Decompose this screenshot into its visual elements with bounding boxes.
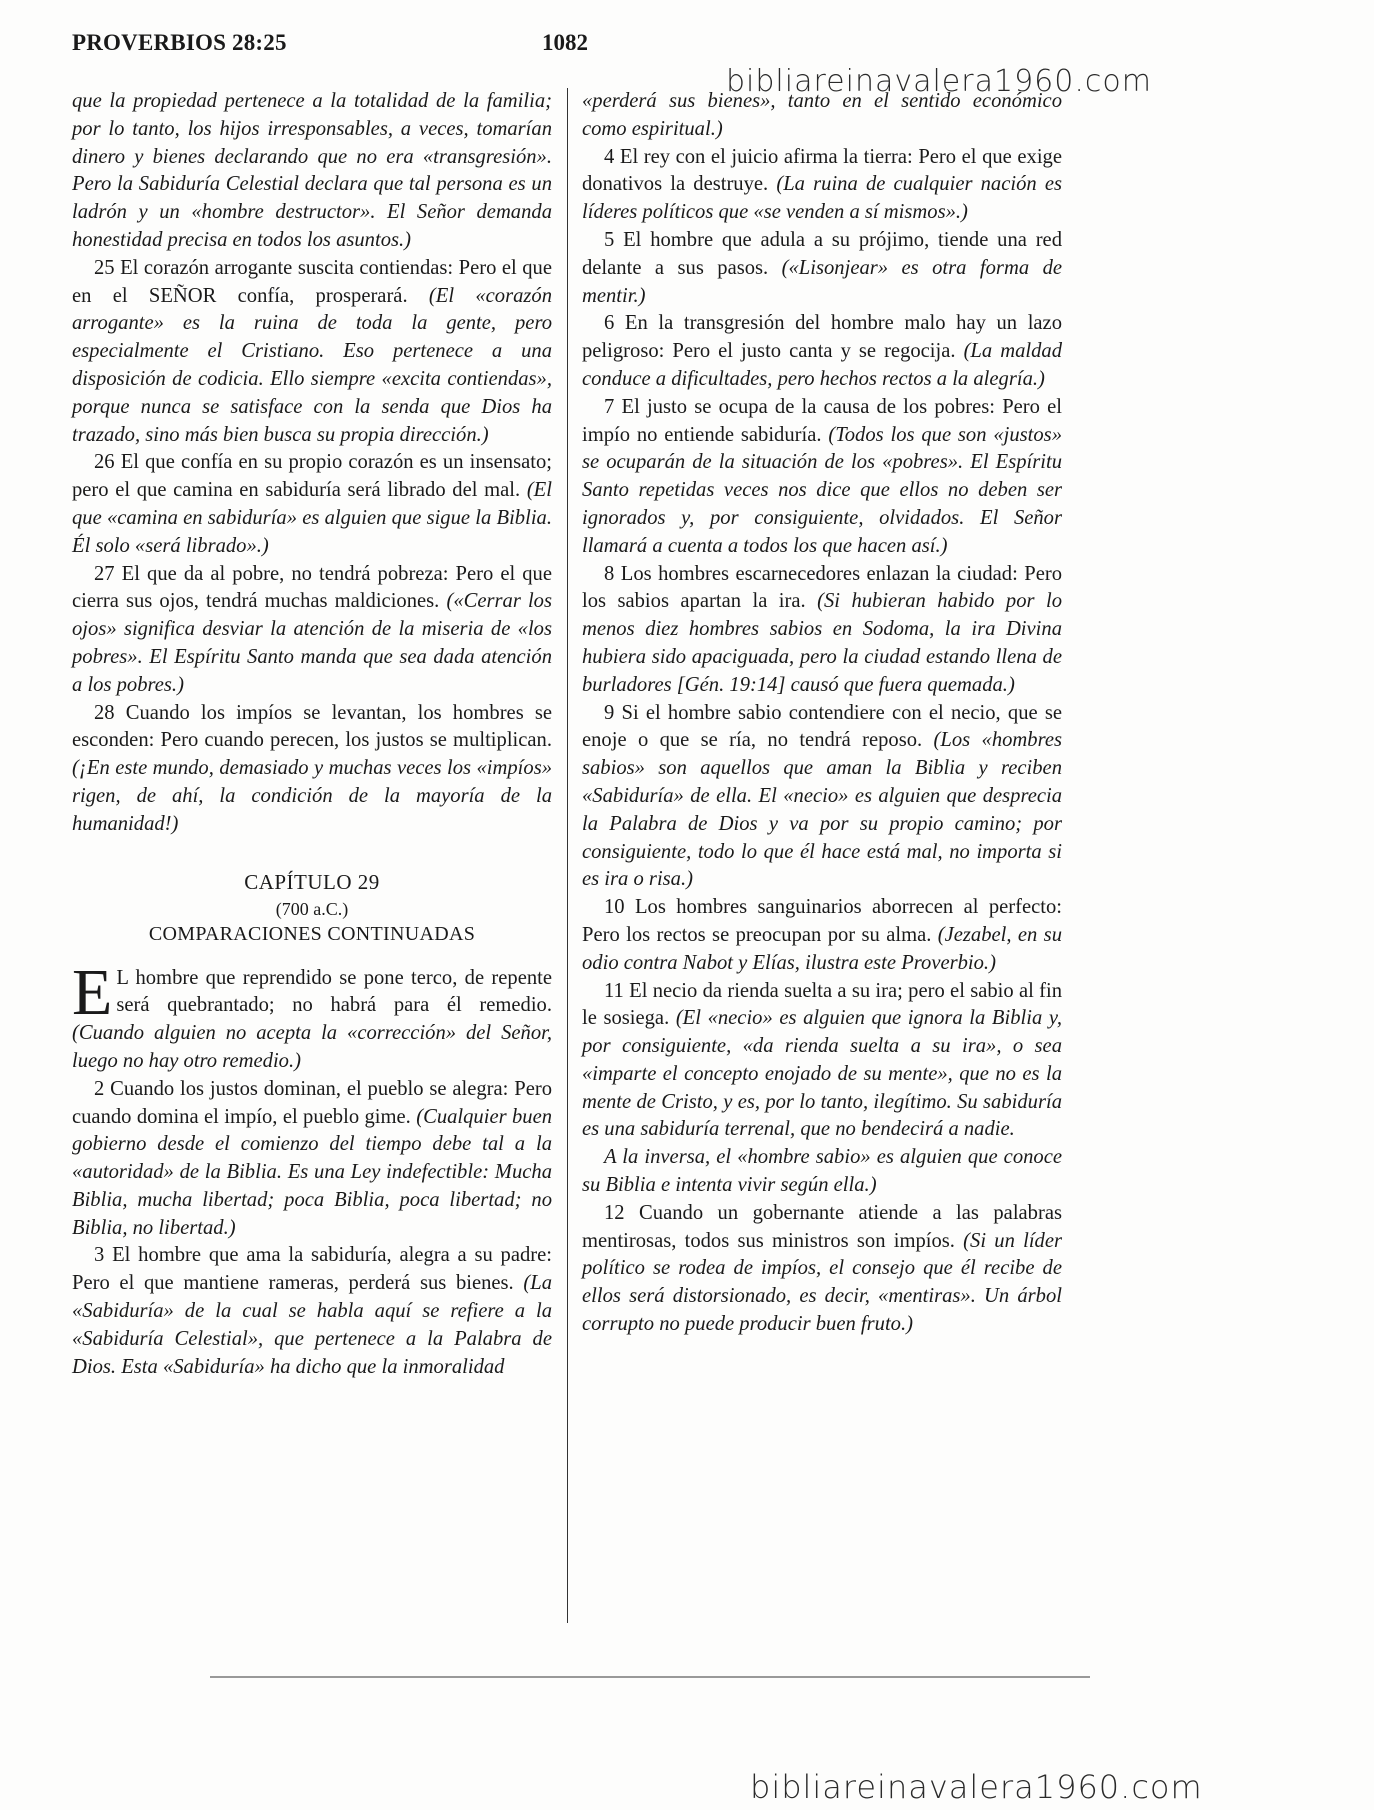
verse-text: L hombre que reprendido se pone terco, de repente será quebrantado; no habrá para él remedio. xyxy=(116,966,552,1017)
verse-paragraph xyxy=(72,88,552,255)
verse-paragraph xyxy=(582,88,1062,144)
commentary-note: (El «corazón arrogante» es la ruina de toda la gente, pero especialmente el Cristiano. Eso pertenece a una disposición de codicia. Ello siempre «excita contiendas», porque nunca se satisface con la senda que Dios ha trazado, sino más bien busca su propia dirección.) xyxy=(72,284,553,446)
commentary-note: (Todos los que son «justos» se ocuparán de la situación de los «pobres». El Espíritu Santo repetidas veces nos dice que ellos no deben ser ignorados y, por consiguiente, olvidados. El Señor llamará a cuenta a todos los que hacen así.) xyxy=(582,423,1062,557)
verse-paragraph xyxy=(582,394,1062,561)
verse-paragraph xyxy=(582,227,1062,310)
verse-text: 2 Cuando los justos dominan, el pueblo se alegra: Pero cuando domina el impío, el pueblo gime. xyxy=(72,1077,552,1128)
commentary-note: (Si un líder político se rodea de impíos, el consejo que él recibe de ellos será distorsionado, es decir, «mentiras». Un árbol corrupto no puede producir buen fruto.) xyxy=(582,1229,1062,1336)
verse-text: 28 Cuando los impíos se levantan, los hombres se esconden: Pero cuando perecen, los justos se multiplican. xyxy=(72,701,552,752)
verse-text: 7 El justo se ocupa de la causa de los pobres: Pero el impío no entiende sabiduría. xyxy=(582,395,1062,446)
commentary-note: (La ruina de cualquier nación es líderes políticos que «se venden a sí mismos».) xyxy=(582,173,1063,224)
verse-paragraph xyxy=(72,955,552,1076)
verse-text: 5 El hombre que adula a su prójimo, tiende una red delante a sus pasos. xyxy=(582,228,1062,279)
commentary-note: (Si hubieran habido por lo menos diez hombres sabios en Sodoma, la ira Divina hubiera sido apaciguada, pero la ciudad estando llena de burladores [Gén. 19:14] causó que fuera quemada.) xyxy=(582,590,1062,696)
page-number: 1082 xyxy=(542,30,588,55)
commentary-note: (Los «hombres sabios» son aquellos que aman la Biblia y reciben «Sabiduría» de ella. El «necio» es alguien que desprecia la Palabra de Dios y va por su propio camino; por consiguiente, todo lo que él hace está mal, no importa si es ira o risa.) xyxy=(582,729,1062,891)
verse-paragraph xyxy=(582,1200,1062,1339)
running-head: PROVERBIOS 28:25 xyxy=(72,30,287,55)
verse-text: 8 Los hombres escarnecedores enlazan la ciudad: Pero los sabios apartan la ira. xyxy=(582,562,1062,613)
chapter-date: (700 a.C.) xyxy=(275,898,349,919)
verse-paragraph xyxy=(72,700,552,839)
watermark-top: bibliareinavalera1960.com xyxy=(726,64,1152,99)
commentary-note: «perderá sus bienes», tanto en el sentido económico como espiritual.) xyxy=(582,90,1062,140)
commentary-note: (La maldad conduce a dificultades, pero hechos rectos a la alegría.) xyxy=(582,340,1062,390)
verse-paragraph xyxy=(582,144,1062,227)
commentary-note: (El «necio» es alguien que ignora la Biblia y, por consiguiente, «da rienda suelta a su ira», o sea «imparte el concepto enojado de su mente», que no es la mente de Cristo, y es, por lo tanto, ilegítimo. Su sabiduría es una sabiduría terrenal, que no bendecirá a nadie. xyxy=(582,1007,1062,1141)
commentary-note: (El que «camina en sabiduría» es alguien que sigue la Biblia. Él solo «será librado».) xyxy=(72,479,552,557)
verse-paragraph xyxy=(72,1076,552,1243)
verse-text: 11 El necio da rienda suelta a su ira; pero el sabio al fin le sosiega. xyxy=(582,979,1062,1030)
verse-paragraph xyxy=(72,449,552,560)
commentary-note: («Cerrar los ojos» significa desviar la atención de la miseria de «los pobres». El Espíritu Santo manda que sea dada atención a los pobres.) xyxy=(72,590,552,696)
verse-text: 25 El corazón arrogante suscita contiendas: Pero el que en el SEÑOR confía, prosperará. xyxy=(72,256,552,307)
verse-text: 26 El que confía en su propio corazón es un insensato; pero el que camina en sabiduría será librado del mal. xyxy=(72,451,552,502)
verse-text: 10 Los hombres sanguinarios aborrecen al perfecto: Pero los rectos se preocupan por su alma. xyxy=(582,896,1062,946)
commentary-note: («Lisonjear» es otra forma de mentir.) xyxy=(582,256,1062,307)
verse-paragraph xyxy=(582,310,1062,393)
commentary-note: que la propiedad pertenece a la totalidad de la familia; por lo tanto, los hijos irresponsables, a veces, tomarían dinero y bienes declarando que no era «transgresión». Pero la Sabiduría Celestial declara que tal persona es un ladrón y un «hombre destructor». El Señor demanda honestidad precisa en todos los asuntos.) xyxy=(72,90,552,251)
commentary-note: (¡En este mundo, demasiado y muchas veces los «impíos» rigen, de ahí, la condición de la mayoría de la humanidad!) xyxy=(72,757,552,835)
bottom-rule xyxy=(210,1676,1090,1678)
left-column xyxy=(72,88,552,1381)
chapter-title: CAPÍTULO 29 xyxy=(244,869,380,894)
verse-text: 6 En la transgresión del hombre malo hay un lazo peligroso: Pero el justo canta y se regocija. xyxy=(582,312,1062,363)
watermark-bottom: bibliareinavalera1960.com xyxy=(750,1768,1203,1806)
chapter-heading xyxy=(72,867,552,947)
commentary-note: (Cuando alguien no acepta la «corrección» del Señor, luego no hay otro remedio.) xyxy=(72,1022,552,1072)
column-divider xyxy=(567,88,568,1623)
verse-text: 27 El que da al pobre, no tendrá pobreza: Pero el que cierra sus ojos, tendrá muchas maldiciones. xyxy=(72,562,552,613)
verse-text: 4 El rey con el juicio afirma la tierra: Pero el que exige donativos la destruye. xyxy=(582,145,1062,196)
right-column xyxy=(582,88,1062,1339)
page-header xyxy=(72,30,592,66)
commentary-note: (La «Sabiduría» de la cual se habla aquí se refiere a la «Sabiduría Celestial», que pertenece a la Palabra de Dios. Esta «Sabiduría» ha dicho que la inmoralidad xyxy=(72,1272,552,1378)
verse-paragraph xyxy=(582,978,1062,1145)
chapter-subtitle: COMPARACIONES CONTINUADAS xyxy=(148,922,476,945)
verse-paragraph xyxy=(582,1144,1062,1200)
verse-text: 3 El hombre que ama la sabiduría, alegra a su padre: Pero el que mantiene rameras, perderá sus bienes. xyxy=(72,1244,552,1295)
verse-paragraph xyxy=(582,700,1062,895)
commentary-note: (Cualquier buen gobierno desde el comienzo del tiempo debe tal a la «autoridad» de la Biblia. Es una Ley indefectible: Mucha Biblia, mucha libertad; poca Biblia, poca libertad; no Biblia, no libertad.) xyxy=(72,1105,553,1239)
verse-paragraph xyxy=(582,561,1062,700)
verse-text: 9 Si el hombre sabio contendiere con el necio, que se enoje o que se ría, no tendrá reposo. xyxy=(582,701,1062,752)
verse-paragraph xyxy=(72,1242,552,1381)
commentary-note: (Jezabel, en su odio contra Nabot y Elías, ilustra este Proverbio.) xyxy=(582,923,1062,974)
drop-cap: E xyxy=(72,955,113,1029)
verse-paragraph xyxy=(72,561,552,700)
commentary-note: A la inversa, el «hombre sabio» es alguien que conoce su Biblia e intenta vivir según ella.) xyxy=(582,1146,1062,1197)
verse-text: 12 Cuando un gobernante atiende a las palabras mentirosas, todos sus ministros son impíos. xyxy=(582,1201,1062,1252)
verse-paragraph xyxy=(72,255,552,450)
verse-paragraph xyxy=(582,894,1062,977)
